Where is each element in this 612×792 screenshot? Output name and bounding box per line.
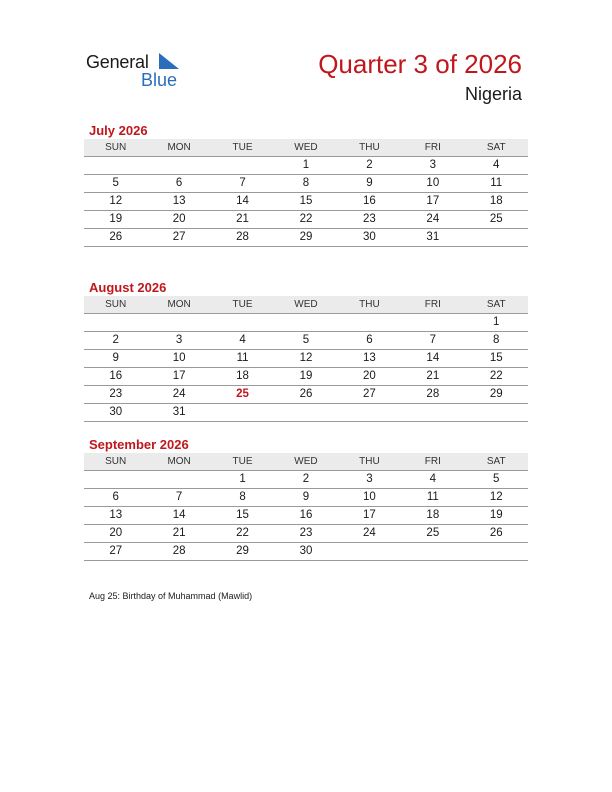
day-cell bbox=[84, 157, 147, 174]
day-cell: 31 bbox=[426, 231, 440, 243]
day-cell: 17 bbox=[172, 370, 186, 382]
day-cell: 26 bbox=[109, 231, 123, 243]
day-cell: 12 bbox=[299, 352, 313, 364]
generalblue-logo bbox=[86, 50, 186, 90]
week-row bbox=[84, 332, 528, 350]
day-cell: 28 bbox=[236, 231, 249, 243]
logo-text-blue: Blue bbox=[141, 70, 178, 90]
day-cell: 28 bbox=[172, 545, 186, 557]
day-cell bbox=[465, 229, 528, 246]
weekday-label: SAT bbox=[486, 299, 506, 310]
day-cell bbox=[465, 404, 528, 421]
day-cell: 7 bbox=[429, 334, 437, 346]
day-cell: 1 bbox=[493, 316, 500, 328]
day-cell: 27 bbox=[363, 388, 376, 400]
week-row bbox=[84, 350, 528, 368]
day-cell: 9 bbox=[366, 177, 373, 189]
day-cell: 30 bbox=[299, 545, 313, 557]
week-row bbox=[84, 507, 528, 525]
weekday-label: FRI bbox=[424, 299, 441, 310]
day-cell bbox=[401, 404, 464, 421]
day-cell bbox=[147, 471, 210, 488]
weekday-header-row bbox=[84, 139, 528, 157]
weekday-label: TUE bbox=[232, 299, 253, 310]
day-cell: 20 bbox=[109, 527, 123, 539]
day-cell bbox=[338, 314, 401, 331]
weekday-label: SAT bbox=[486, 142, 506, 153]
day-cell: 31 bbox=[172, 406, 186, 418]
weekday-label: THU bbox=[359, 142, 380, 153]
day-cell: 3 bbox=[429, 159, 437, 171]
day-cell: 21 bbox=[172, 527, 186, 539]
day-cell: 13 bbox=[172, 195, 186, 207]
day-cell: 17 bbox=[363, 509, 376, 521]
weekday-label: MON bbox=[167, 299, 191, 310]
day-cell: 16 bbox=[109, 370, 123, 382]
day-cell: 10 bbox=[426, 177, 440, 189]
day-cell bbox=[147, 314, 210, 331]
day-cell: 8 bbox=[239, 491, 246, 503]
day-cell: 25 bbox=[426, 527, 440, 539]
day-cell bbox=[465, 543, 528, 560]
day-cell: 6 bbox=[366, 334, 373, 346]
day-cell bbox=[84, 471, 147, 488]
day-cell: 7 bbox=[239, 177, 246, 189]
day-cell: 29 bbox=[299, 231, 313, 243]
day-cell: 6 bbox=[175, 177, 183, 189]
weekday-label: SUN bbox=[105, 299, 127, 310]
day-cell: 12 bbox=[489, 491, 503, 503]
day-cell: 3 bbox=[175, 334, 183, 346]
day-cell: 1 bbox=[302, 159, 310, 171]
weekday-header-row bbox=[84, 296, 528, 314]
day-cell: 25 bbox=[489, 213, 503, 225]
day-cell: 15 bbox=[236, 509, 249, 521]
day-cell bbox=[401, 314, 464, 331]
weekday-label: SUN bbox=[105, 142, 127, 153]
day-cell bbox=[274, 404, 337, 421]
week-row bbox=[84, 489, 528, 507]
weekday-label: FRI bbox=[424, 142, 441, 153]
day-cell: 22 bbox=[299, 213, 313, 225]
day-cell bbox=[401, 543, 464, 560]
weekday-label: SUN bbox=[105, 456, 127, 467]
day-cell bbox=[338, 404, 401, 421]
weekday-header-row bbox=[84, 453, 528, 471]
day-cell: 27 bbox=[172, 231, 186, 243]
page-title: Quarter 3 of 2026 bbox=[318, 49, 522, 79]
weekday-label: WED bbox=[294, 299, 318, 310]
day-cell: 18 bbox=[236, 370, 249, 382]
day-cell: 18 bbox=[489, 195, 503, 207]
logo-flag-icon bbox=[159, 53, 181, 71]
day-cell: 9 bbox=[112, 352, 119, 364]
day-cell bbox=[274, 314, 337, 331]
week-row bbox=[84, 157, 528, 175]
day-cell bbox=[211, 157, 274, 174]
logo-text-general: General bbox=[86, 52, 149, 72]
weekday-label: FRI bbox=[424, 456, 441, 467]
day-cell bbox=[84, 314, 147, 331]
day-cell: 20 bbox=[172, 213, 186, 225]
week-row bbox=[84, 193, 528, 211]
month-title: September 2026 bbox=[89, 437, 189, 452]
day-cell: 5 bbox=[112, 177, 119, 189]
day-cell: 24 bbox=[172, 388, 186, 400]
month-calendar bbox=[84, 436, 528, 561]
month-title: August 2026 bbox=[89, 280, 167, 295]
day-cell: 15 bbox=[299, 195, 313, 207]
day-cell: 17 bbox=[426, 195, 440, 207]
day-cell: 6 bbox=[112, 491, 119, 503]
day-cell: 2 bbox=[366, 159, 373, 171]
day-cell: 16 bbox=[363, 195, 376, 207]
week-row bbox=[84, 543, 528, 561]
day-cell: 1 bbox=[239, 473, 246, 485]
day-cell: 22 bbox=[236, 527, 249, 539]
day-cell: 15 bbox=[489, 352, 503, 364]
weekday-label: THU bbox=[359, 299, 380, 310]
holiday-note: Aug 25: Birthday of Muhammad (Mawlid) bbox=[89, 591, 253, 601]
day-cell: 4 bbox=[239, 334, 246, 346]
day-cell bbox=[147, 157, 210, 174]
weekday-label: SAT bbox=[486, 456, 506, 467]
day-cell: 11 bbox=[490, 177, 503, 189]
day-cell: 19 bbox=[489, 509, 503, 521]
day-cell: 8 bbox=[493, 334, 500, 346]
day-cell: 21 bbox=[426, 370, 440, 382]
week-row bbox=[84, 314, 528, 332]
week-row bbox=[84, 175, 528, 193]
day-cell: 22 bbox=[489, 370, 503, 382]
day-cell: 13 bbox=[109, 509, 123, 521]
day-cell: 4 bbox=[493, 159, 500, 171]
day-cell: 4 bbox=[429, 473, 437, 485]
weekday-label: THU bbox=[359, 456, 380, 467]
country-name: Nigeria bbox=[464, 84, 522, 104]
day-cell bbox=[211, 404, 274, 421]
day-cell: 26 bbox=[299, 388, 313, 400]
day-cell: 27 bbox=[109, 545, 123, 557]
day-cell: 28 bbox=[426, 388, 440, 400]
day-cell: 23 bbox=[299, 527, 313, 539]
day-cell: 24 bbox=[363, 527, 376, 539]
day-cell: 14 bbox=[236, 195, 249, 207]
day-cell: 30 bbox=[109, 406, 123, 418]
day-cell: 11 bbox=[426, 491, 439, 503]
weekday-label: MON bbox=[167, 456, 191, 467]
day-cell: 10 bbox=[172, 352, 186, 364]
week-row bbox=[84, 386, 528, 404]
day-cell: 19 bbox=[299, 370, 313, 382]
day-cell: 24 bbox=[426, 213, 440, 225]
day-cell: 2 bbox=[302, 473, 310, 485]
month-calendar bbox=[84, 279, 528, 422]
weekday-label: WED bbox=[294, 142, 318, 153]
day-cell: 5 bbox=[493, 473, 500, 485]
weekday-label: WED bbox=[294, 456, 318, 467]
day-cell: 14 bbox=[426, 352, 440, 364]
week-row bbox=[84, 404, 528, 422]
day-cell: 20 bbox=[363, 370, 376, 382]
week-row bbox=[84, 211, 528, 229]
day-cell: 29 bbox=[489, 388, 503, 400]
day-cell bbox=[338, 543, 401, 560]
day-cell: 2 bbox=[112, 334, 119, 346]
day-cell: 10 bbox=[363, 491, 376, 503]
weekday-label: TUE bbox=[232, 142, 253, 153]
weekday-label: TUE bbox=[232, 456, 253, 467]
day-cell: 7 bbox=[175, 491, 183, 503]
day-cell: 16 bbox=[299, 509, 313, 521]
day-cell: 19 bbox=[109, 213, 123, 225]
weekday-label: MON bbox=[167, 142, 191, 153]
day-cell: 9 bbox=[302, 491, 310, 503]
day-cell: 18 bbox=[426, 509, 440, 521]
week-row bbox=[84, 525, 528, 543]
week-row bbox=[84, 471, 528, 489]
day-cell: 8 bbox=[302, 177, 310, 189]
day-cell: 5 bbox=[302, 334, 310, 346]
day-cell bbox=[211, 314, 274, 331]
day-cell: 3 bbox=[366, 473, 373, 485]
day-cell: 13 bbox=[363, 352, 376, 364]
day-cell: 23 bbox=[363, 213, 376, 225]
month-title: July 2026 bbox=[89, 123, 148, 138]
day-cell: 25 bbox=[236, 388, 249, 400]
day-cell: 14 bbox=[172, 509, 186, 521]
day-cell: 26 bbox=[489, 527, 503, 539]
week-row bbox=[84, 229, 528, 247]
day-cell: 30 bbox=[363, 231, 376, 243]
day-cell: 11 bbox=[236, 352, 249, 364]
month-calendar bbox=[84, 122, 528, 247]
day-cell: 21 bbox=[236, 213, 249, 225]
week-row bbox=[84, 368, 528, 386]
day-cell: 23 bbox=[109, 388, 123, 400]
day-cell: 29 bbox=[236, 545, 249, 557]
day-cell: 12 bbox=[109, 195, 123, 207]
